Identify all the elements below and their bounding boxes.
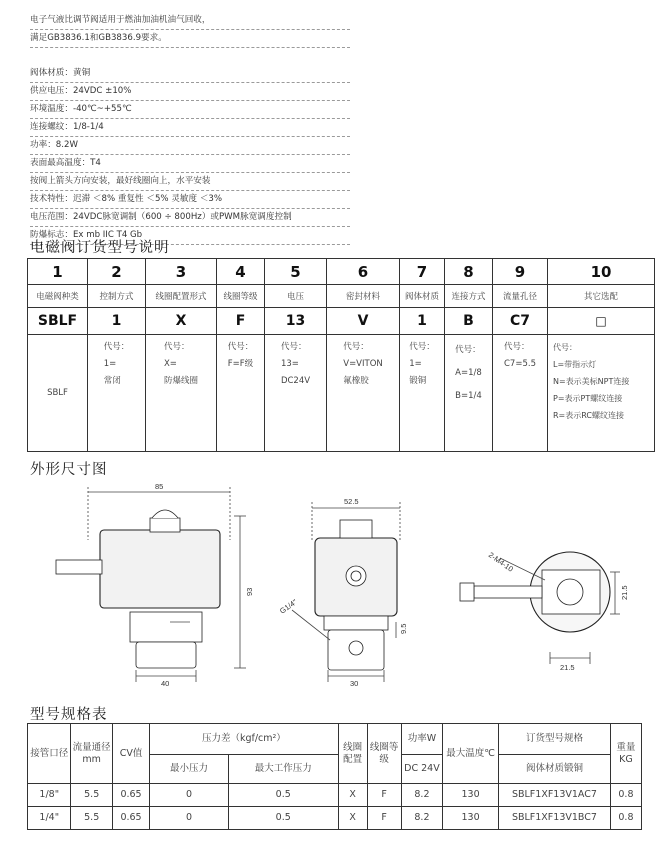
cell: 0	[150, 784, 229, 807]
col-label: 连接方式	[445, 285, 493, 308]
cell: 1/4"	[28, 807, 71, 830]
detail-cell-9	[493, 335, 548, 452]
table-row	[28, 784, 642, 807]
side-view	[56, 487, 246, 682]
intro-line: 供应电压：24VDC ±10%	[30, 83, 350, 101]
intro-line: 防爆标志：Ex mb IIC T4 Gb	[30, 227, 350, 245]
detail-line: X=	[163, 359, 177, 369]
col-label: 控制方式	[88, 285, 146, 308]
header-cv: CV值	[112, 724, 149, 784]
header-body: 阀体材质锻铜	[499, 755, 611, 784]
detail-line: 代号：	[455, 345, 481, 355]
cell: 0.8	[610, 784, 641, 807]
intro-line: 环境温度：-40℃~+55℃	[30, 101, 350, 119]
header-order: 订货型号规格	[499, 724, 611, 755]
header-power: 功率W	[401, 724, 442, 755]
detail-line: 防爆线圈	[163, 376, 198, 386]
cell: 8.2	[401, 784, 442, 807]
detail-line: B=1/4	[455, 391, 482, 401]
cell: 0	[150, 807, 229, 830]
detail-line: 1=	[103, 359, 117, 369]
detail-cell-7	[400, 335, 445, 452]
detail-cell-1: SBLF	[28, 335, 88, 452]
header-weight: 重量KG	[610, 724, 641, 784]
col-code: B	[445, 308, 493, 335]
cell: X	[338, 807, 367, 830]
dimension-drawing	[30, 480, 650, 690]
header-bore: 接管口径	[28, 724, 71, 784]
col-number: 4	[217, 259, 265, 285]
col-label: 线圈配置形式	[146, 285, 217, 308]
col-label: 密封材料	[327, 285, 400, 308]
detail-line: 代号：	[504, 342, 530, 352]
col-code: F	[217, 308, 265, 335]
col-number: 5	[265, 259, 327, 285]
order-code-table	[27, 258, 655, 452]
intro-line: 连接螺纹：1/8-1/4	[30, 119, 350, 137]
intro-line: 电子气液比调节阀适用于燃油加油机油气回收，	[30, 12, 350, 30]
col-code: SBLF	[28, 308, 88, 335]
intro-line: 功率：8.2W	[30, 137, 350, 155]
detail-cell-8	[445, 335, 493, 452]
detail-line: P=表示PT螺纹连接	[553, 394, 623, 403]
col-label: 线圈等级	[217, 285, 265, 308]
detail-line: L=带指示灯	[553, 360, 597, 369]
col-number: 2	[88, 259, 146, 285]
detail-line: V=VITON	[343, 359, 383, 369]
col-code: □	[548, 308, 655, 335]
detail-cell-4	[217, 335, 265, 452]
col-code: 1	[400, 308, 445, 335]
intro-text-block	[30, 12, 350, 245]
detail-line: 代号：	[409, 342, 435, 352]
header-temp: 最大温度℃	[443, 724, 499, 784]
intro-line: 电压范围：24VDC脉宽调制（600 ÷ 800Hz）或PWM脉宽调度控制	[30, 209, 350, 227]
col-number: 10	[548, 259, 655, 285]
cell: 1/8"	[28, 784, 71, 807]
dim-label: 40	[161, 679, 170, 688]
col-code: X	[146, 308, 217, 335]
detail-line: DC24V	[280, 376, 311, 386]
header-coil-grade: 线圈等级	[367, 724, 401, 784]
header-voltage: DC 24V	[401, 755, 442, 784]
cell: 8.2	[401, 807, 442, 830]
intro-line: 按阀上箭头方向安装，最好线圈向上，水平安装	[30, 173, 350, 191]
dim-label: 21.5	[560, 663, 575, 672]
cell: 0.5	[228, 807, 338, 830]
detail-line: 代号：	[103, 342, 130, 352]
dim-label: G1/4"	[277, 597, 299, 616]
intro-line: 技术特性：迟滞 ＜8% 重复性 ＜5% 灵敏度 ＜3%	[30, 191, 350, 209]
detail-line: F=F级	[227, 359, 254, 369]
col-code: 13	[265, 308, 327, 335]
detail-line: 1=	[409, 359, 422, 369]
detail-cell-6	[327, 335, 400, 452]
intro-line: 阀体材质：黄铜	[30, 65, 350, 83]
detail-cell-2	[88, 335, 146, 452]
col-number: 9	[493, 259, 548, 285]
cell: F	[367, 807, 401, 830]
header-coil-config: 线圈配置	[338, 724, 367, 784]
spec-table	[27, 723, 642, 830]
dim-label: 9.5	[399, 623, 408, 634]
cell: 0.65	[112, 784, 149, 807]
dim-label: 93	[245, 587, 254, 596]
dim-label: 85	[155, 482, 164, 491]
cell: F	[367, 784, 401, 807]
detail-line: 代号：	[163, 342, 190, 352]
detail-line: C7=5.5	[504, 359, 536, 369]
order-section-title: 电磁阀订货型号说明	[30, 240, 170, 256]
col-label: 电压	[265, 285, 327, 308]
cell: 0.8	[610, 807, 641, 830]
table-row	[28, 807, 642, 830]
detail-line: 氟橡胶	[343, 376, 369, 386]
dim-label: 30	[350, 679, 359, 688]
spec-section-title: 型号规格表	[30, 707, 108, 723]
cell: X	[338, 784, 367, 807]
detail-line: 代号：	[343, 342, 369, 352]
col-label: 其它选配	[548, 285, 655, 308]
cell: 5.5	[71, 807, 112, 830]
col-label: 流量孔径	[493, 285, 548, 308]
detail-line: 代号：	[553, 343, 577, 352]
col-number: 7	[400, 259, 445, 285]
detail-cell-10	[548, 335, 655, 452]
detail-line: 锻铜	[409, 376, 427, 386]
header-pressure: 压力差（kgf/cm²）	[150, 724, 338, 755]
col-label: 电磁阀种类	[28, 285, 88, 308]
col-code: C7	[493, 308, 548, 335]
dim-label: 52.5	[344, 497, 359, 506]
cell: 0.65	[112, 807, 149, 830]
detail-cell-3	[146, 335, 217, 452]
detail-line: 代号：	[227, 342, 254, 352]
drawing-section-title: 外形尺寸图	[30, 462, 108, 478]
col-number: 1	[28, 259, 88, 285]
dim-label: 2-M4-10	[486, 550, 515, 574]
detail-line: 13=	[280, 359, 299, 369]
cell: 0.5	[228, 784, 338, 807]
cell: 5.5	[71, 784, 112, 807]
col-code: V	[327, 308, 400, 335]
col-code: 1	[88, 308, 146, 335]
cell: SBLF1XF13V1BC7	[499, 807, 611, 830]
col-label: 阀体材质	[400, 285, 445, 308]
detail-cell-5	[265, 335, 327, 452]
header-pmin: 最小压力	[150, 755, 229, 784]
front-view	[292, 502, 400, 682]
intro-line: 满足GB3836.1和GB3836.9要求。	[30, 30, 350, 48]
intro-line: 表面最高温度：T4	[30, 155, 350, 173]
header-pmax: 最大工作压力	[228, 755, 338, 784]
col-number: 6	[327, 259, 400, 285]
col-number: 3	[146, 259, 217, 285]
cell: SBLF1XF13V1AC7	[499, 784, 611, 807]
detail-line: R=表示RC螺纹连接	[553, 411, 625, 420]
dim-label: 21.5	[620, 585, 629, 600]
cell: 130	[443, 807, 499, 830]
detail-line: A=1/8	[455, 368, 482, 378]
header-flow: 流量通径mm	[71, 724, 112, 784]
detail-line: 常闭	[103, 376, 121, 386]
top-view	[460, 552, 620, 664]
detail-line: 代号：	[280, 342, 307, 352]
col-number: 8	[445, 259, 493, 285]
detail-line: N=表示美标NPT连接	[553, 377, 630, 386]
cell: 130	[443, 784, 499, 807]
